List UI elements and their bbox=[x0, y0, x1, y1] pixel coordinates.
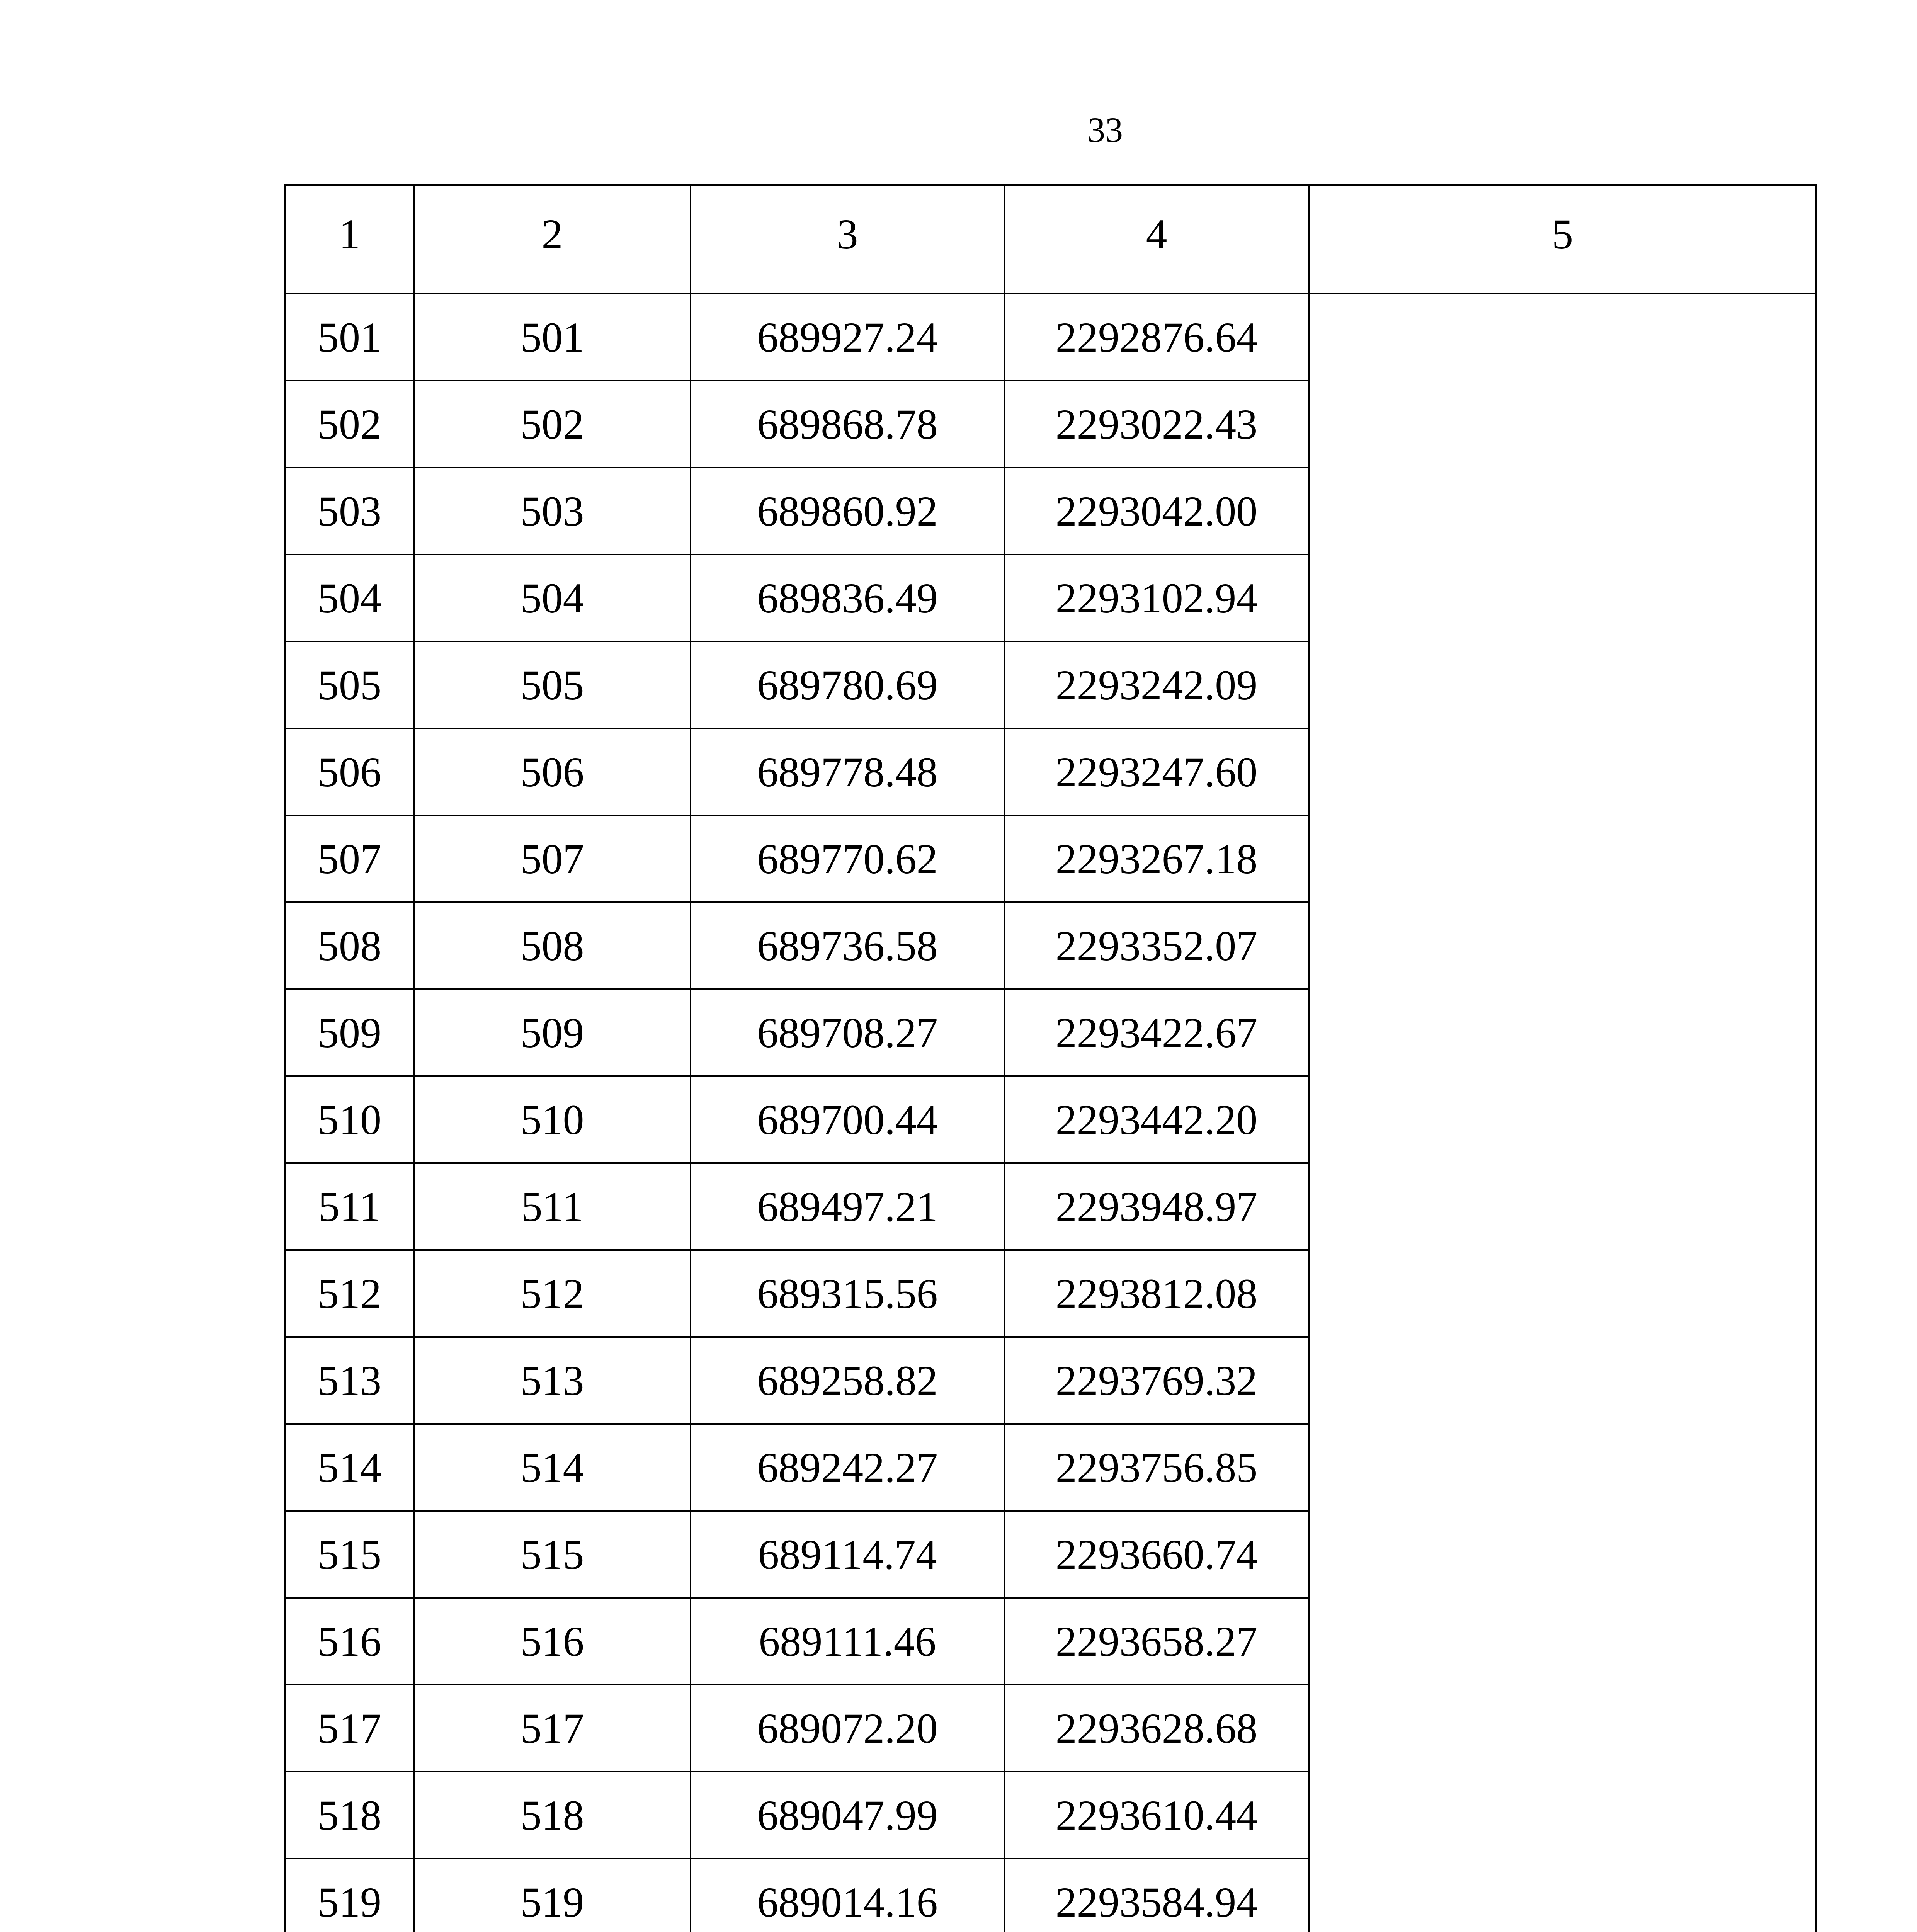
table-cell-col-2: 515 bbox=[414, 1511, 691, 1598]
table-cell-col-3: 689014.16 bbox=[691, 1859, 1004, 1932]
table-cell-col-4: 2293352.07 bbox=[1004, 902, 1309, 989]
table-cell-col-4: 2293948.97 bbox=[1004, 1163, 1309, 1250]
table-cell-col-1: 514 bbox=[285, 1424, 414, 1511]
table-cell-col-1: 513 bbox=[285, 1337, 414, 1424]
table-cell-col-1: 511 bbox=[285, 1163, 414, 1250]
table-cell-col-2: 519 bbox=[414, 1859, 691, 1932]
table-cell-col-2: 506 bbox=[414, 728, 691, 815]
table-cell-col-2: 503 bbox=[414, 468, 691, 554]
table-cell-col-1: 506 bbox=[285, 728, 414, 815]
table-cell-col-3: 689315.56 bbox=[691, 1250, 1004, 1337]
table-cell-col-4: 2293247.60 bbox=[1004, 728, 1309, 815]
table-cell-col-2: 507 bbox=[414, 815, 691, 902]
table-cell-col-3: 689736.58 bbox=[691, 902, 1004, 989]
table-cell-col-1: 519 bbox=[285, 1859, 414, 1932]
table-cell-col-1: 503 bbox=[285, 468, 414, 554]
table-cell-col-3: 689114.74 bbox=[691, 1511, 1004, 1598]
page-number: 33 bbox=[1087, 110, 1123, 150]
coordinates-table bbox=[284, 184, 1817, 1932]
header-col-4: 4 bbox=[1004, 185, 1309, 294]
table-cell-col-1: 515 bbox=[285, 1511, 414, 1598]
table-cell-col-4: 2293267.18 bbox=[1004, 815, 1309, 902]
table-cell-col-1: 504 bbox=[285, 554, 414, 641]
table-cell-col-2: 511 bbox=[414, 1163, 691, 1250]
table-cell-col-2: 505 bbox=[414, 641, 691, 728]
table-cell-col-1: 516 bbox=[285, 1598, 414, 1685]
table-cell-col-1: 507 bbox=[285, 815, 414, 902]
table-cell-col-4: 2293584.94 bbox=[1004, 1859, 1309, 1932]
table-cell-col-3: 689780.69 bbox=[691, 641, 1004, 728]
header-row bbox=[285, 185, 1816, 294]
table-cell-col-2: 509 bbox=[414, 989, 691, 1076]
table-cell-col-3: 689927.24 bbox=[691, 294, 1004, 381]
table-cell-col-1: 509 bbox=[285, 989, 414, 1076]
table-cell-col-1: 518 bbox=[285, 1772, 414, 1859]
table-cell-col-3: 689258.82 bbox=[691, 1337, 1004, 1424]
table-cell-col-4: 2293628.68 bbox=[1004, 1685, 1309, 1772]
table-cell-col-4: 2293610.44 bbox=[1004, 1772, 1309, 1859]
table-cell-col-4: 2293242.09 bbox=[1004, 641, 1309, 728]
table-cell-col-3: 689868.78 bbox=[691, 381, 1004, 468]
table-cell-col-3: 689778.48 bbox=[691, 728, 1004, 815]
table-cell-col-2: 514 bbox=[414, 1424, 691, 1511]
header-col-3: 3 bbox=[691, 185, 1004, 294]
table-cell-col-3: 689242.27 bbox=[691, 1424, 1004, 1511]
table-cell-col-1: 508 bbox=[285, 902, 414, 989]
table-cell-col-3: 689860.92 bbox=[691, 468, 1004, 554]
table-cell-col-3: 689708.27 bbox=[691, 989, 1004, 1076]
table-cell-col-3: 689770.62 bbox=[691, 815, 1004, 902]
table-cell-col-2: 504 bbox=[414, 554, 691, 641]
table-cell-col-2: 517 bbox=[414, 1685, 691, 1772]
table-cell-col-4: 2293422.67 bbox=[1004, 989, 1309, 1076]
header-col-1: 1 bbox=[285, 185, 414, 294]
table-cell-col-3: 689497.21 bbox=[691, 1163, 1004, 1250]
table-cell-col-1: 501 bbox=[285, 294, 414, 381]
table-cell-col-3: 689047.99 bbox=[691, 1772, 1004, 1859]
table-cell-col-1: 512 bbox=[285, 1250, 414, 1337]
table-cell-col-4: 2293442.20 bbox=[1004, 1076, 1309, 1163]
table-cell-col-2: 508 bbox=[414, 902, 691, 989]
table-row bbox=[285, 294, 1816, 381]
table-cell-col-4: 2292876.64 bbox=[1004, 294, 1309, 381]
table-cell-col-4: 2293756.85 bbox=[1004, 1424, 1309, 1511]
table-body bbox=[285, 294, 1816, 1932]
table-cell-col-4: 2293769.32 bbox=[1004, 1337, 1309, 1424]
table-cell-col-4: 2293042.00 bbox=[1004, 468, 1309, 554]
table-cell-col-2: 510 bbox=[414, 1076, 691, 1163]
table-cell-col-1: 510 bbox=[285, 1076, 414, 1163]
table-cell-col-4: 2293812.08 bbox=[1004, 1250, 1309, 1337]
table-cell-col-5-empty bbox=[1309, 294, 1816, 1932]
table-cell-col-1: 502 bbox=[285, 381, 414, 468]
header-col-5: 5 bbox=[1309, 185, 1816, 294]
table-cell-col-4: 2293102.94 bbox=[1004, 554, 1309, 641]
table-cell-col-2: 518 bbox=[414, 1772, 691, 1859]
table-cell-col-2: 512 bbox=[414, 1250, 691, 1337]
table-header bbox=[285, 185, 1816, 294]
table-cell-col-3: 689700.44 bbox=[691, 1076, 1004, 1163]
header-col-2: 2 bbox=[414, 185, 691, 294]
table-cell-col-2: 501 bbox=[414, 294, 691, 381]
table-cell-col-3: 689111.46 bbox=[691, 1598, 1004, 1685]
table-cell-col-4: 2293660.74 bbox=[1004, 1511, 1309, 1598]
table-cell-col-2: 516 bbox=[414, 1598, 691, 1685]
table-cell-col-1: 505 bbox=[285, 641, 414, 728]
table-cell-col-4: 2293658.27 bbox=[1004, 1598, 1309, 1685]
table-cell-col-4: 2293022.43 bbox=[1004, 381, 1309, 468]
table-cell-col-3: 689836.49 bbox=[691, 554, 1004, 641]
table-cell-col-3: 689072.20 bbox=[691, 1685, 1004, 1772]
table-cell-col-2: 513 bbox=[414, 1337, 691, 1424]
table-cell-col-2: 502 bbox=[414, 381, 691, 468]
table-cell-col-1: 517 bbox=[285, 1685, 414, 1772]
